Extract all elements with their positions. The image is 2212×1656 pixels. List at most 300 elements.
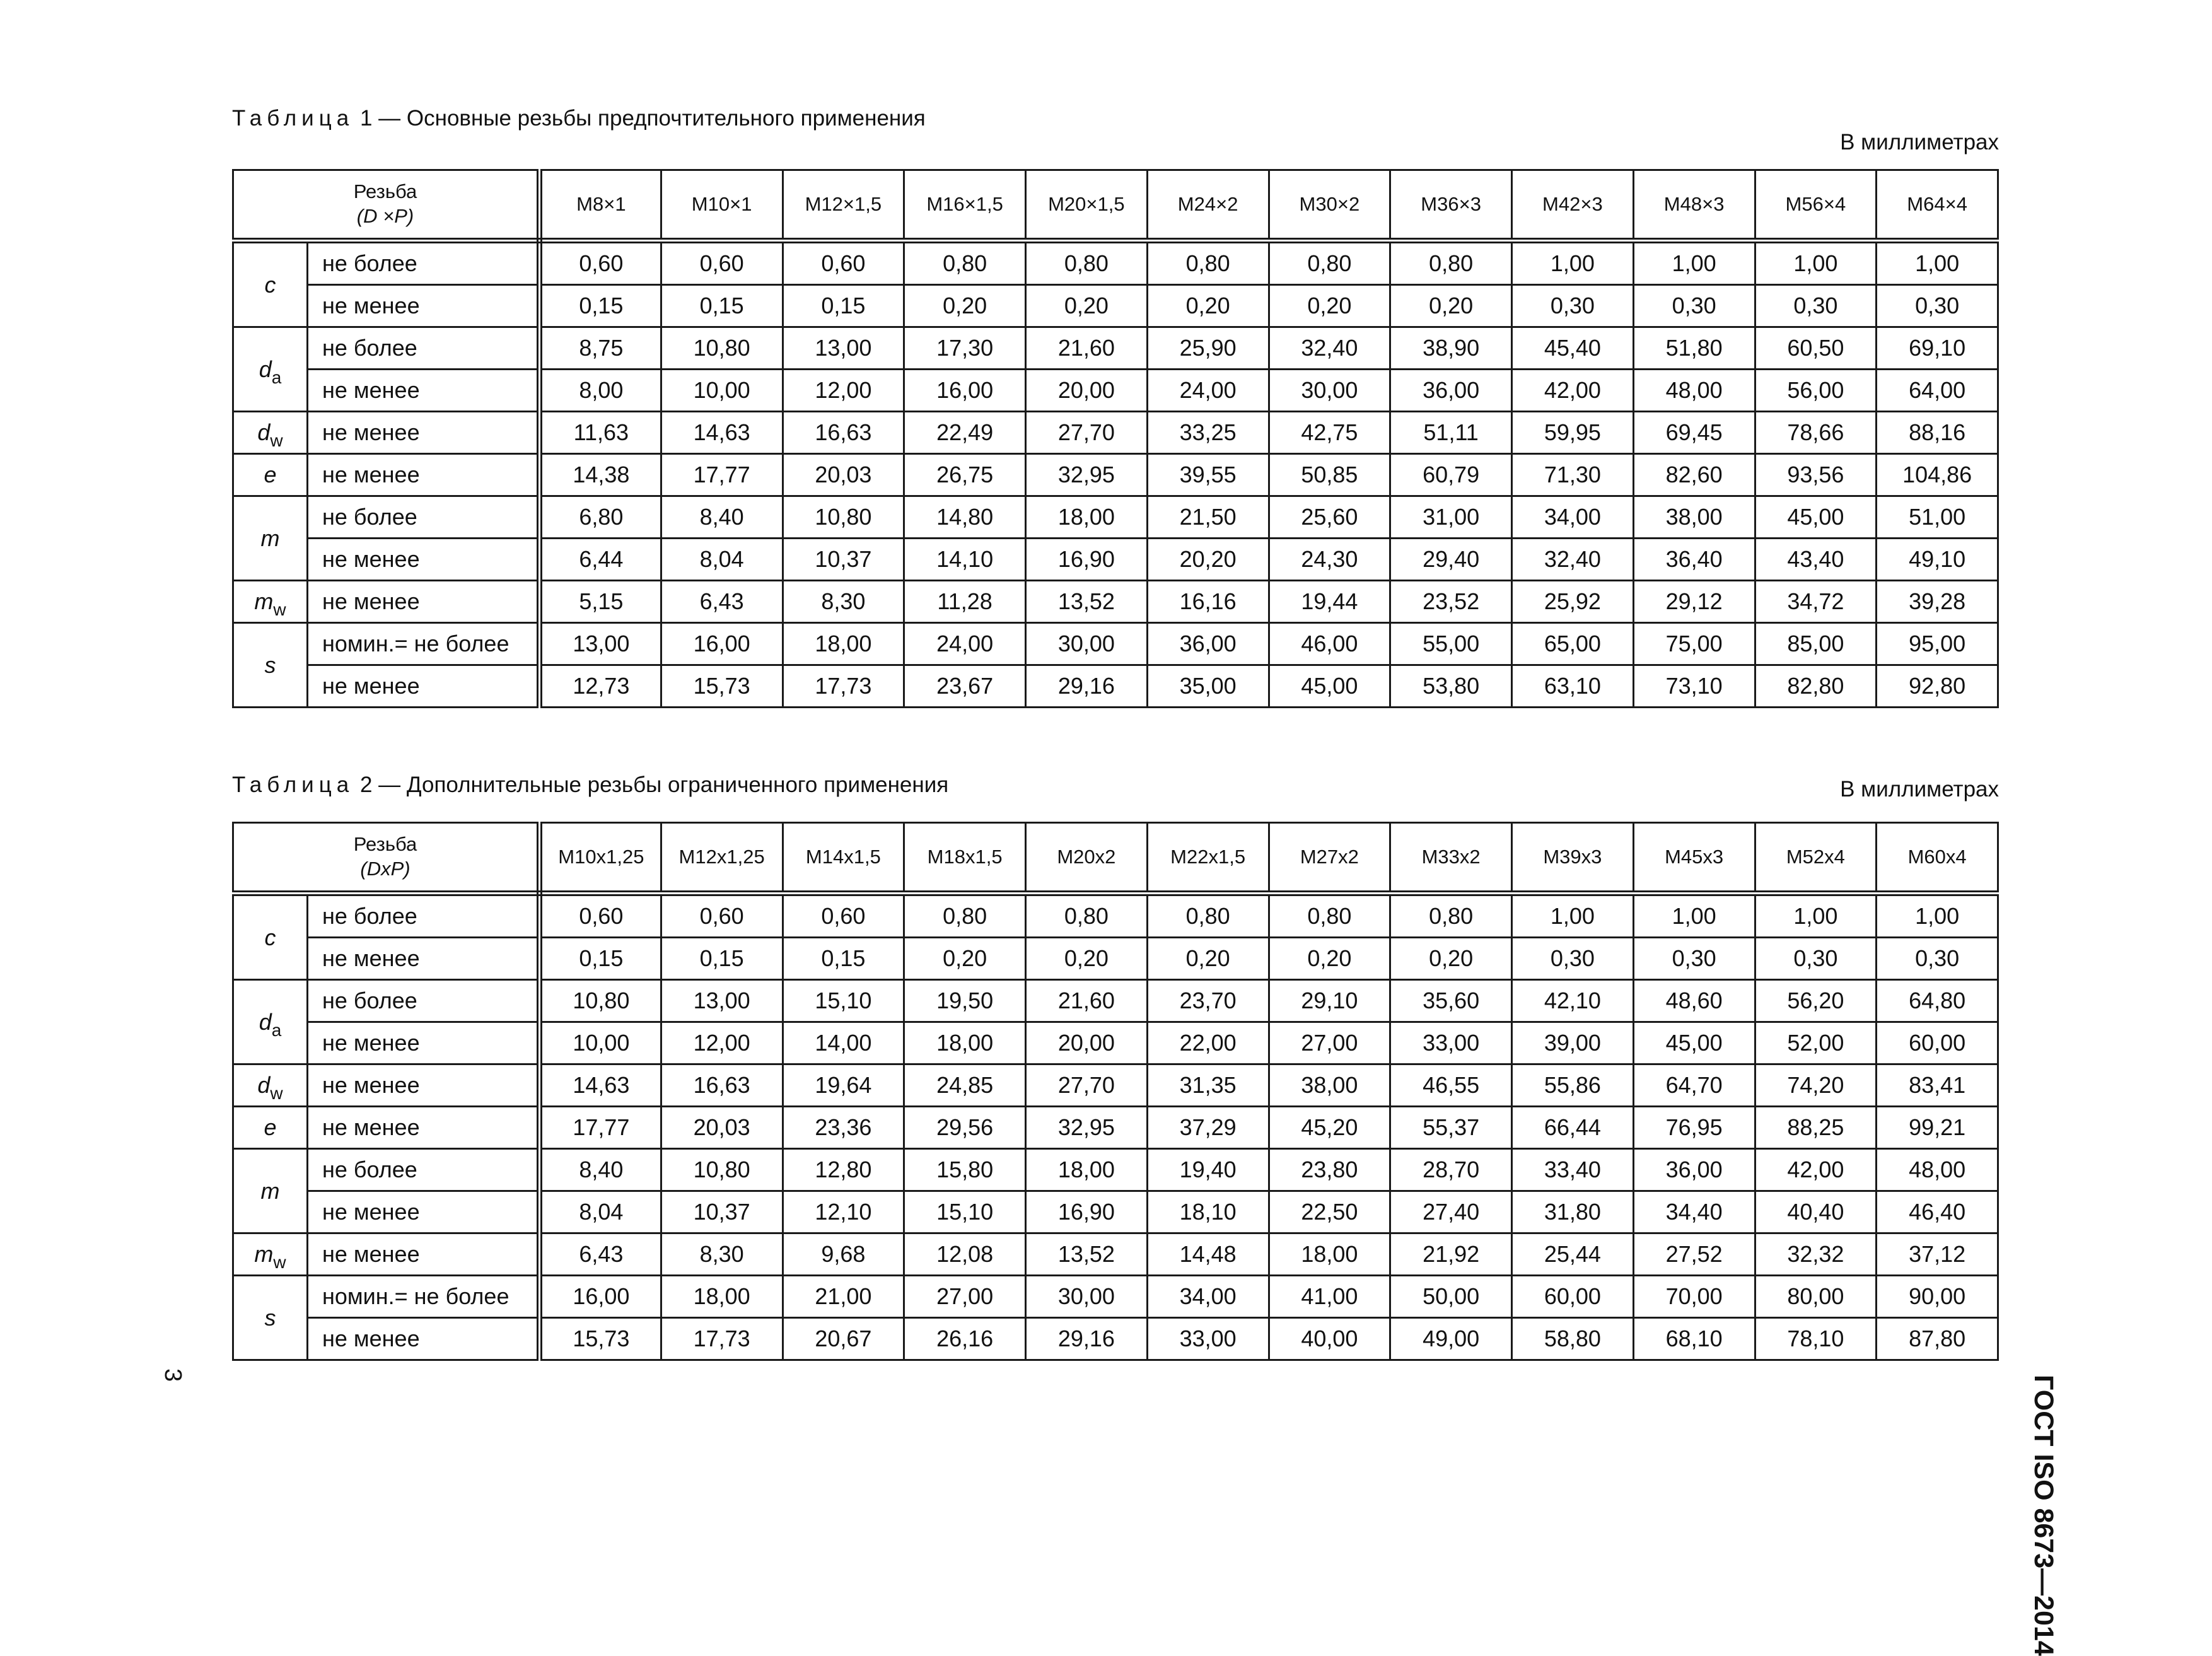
value-cell: 14,80 <box>904 496 1026 539</box>
column-header: M64×4 <box>1877 170 1998 241</box>
value-cell: 15,80 <box>904 1149 1026 1191</box>
limit-label: не менее <box>308 1022 540 1064</box>
symbol-letter: m <box>254 588 274 614</box>
value-cell: 42,00 <box>1512 370 1634 412</box>
value-cell: 36,00 <box>1390 370 1512 412</box>
value-cell: 25,60 <box>1269 496 1390 539</box>
value-cell: 32,32 <box>1755 1233 1877 1276</box>
symbol-subscript: w <box>270 1083 283 1103</box>
value-cell: 45,00 <box>1633 1022 1755 1064</box>
value-cell: 12,80 <box>783 1149 904 1191</box>
value-cell: 0,80 <box>1147 241 1269 285</box>
value-cell: 8,30 <box>783 581 904 623</box>
value-cell: 31,80 <box>1512 1191 1634 1233</box>
value-cell: 16,00 <box>904 370 1026 412</box>
table-1-unit: В миллиметрах <box>1840 130 1999 155</box>
value-cell: 37,29 <box>1147 1107 1269 1149</box>
dimension-symbol <box>233 1276 308 1360</box>
value-cell: 1,00 <box>1877 894 1998 938</box>
value-cell: 68,10 <box>1633 1318 1755 1360</box>
value-cell: 43,40 <box>1755 539 1877 581</box>
value-cell: 52,00 <box>1755 1022 1877 1064</box>
value-cell: 20,00 <box>1026 1022 1148 1064</box>
value-cell: 0,15 <box>661 285 783 327</box>
value-cell: 34,00 <box>1512 496 1634 539</box>
symbol-letter: d <box>259 356 272 382</box>
thread-notation: (D ×P) <box>356 205 414 227</box>
value-cell: 8,04 <box>661 539 783 581</box>
value-cell: 36,00 <box>1147 623 1269 665</box>
value-cell: 10,80 <box>661 1149 783 1191</box>
value-cell: 70,00 <box>1633 1276 1755 1318</box>
value-cell: 58,80 <box>1512 1318 1634 1360</box>
thread-table-1 <box>232 169 1999 708</box>
value-cell: 19,64 <box>783 1064 904 1107</box>
value-cell: 17,73 <box>661 1318 783 1360</box>
value-cell: 8,00 <box>540 370 661 412</box>
value-cell: 0,20 <box>1026 285 1148 327</box>
value-cell: 48,60 <box>1633 980 1755 1022</box>
value-cell: 27,52 <box>1633 1233 1755 1276</box>
value-cell: 18,00 <box>1026 496 1148 539</box>
value-cell: 80,00 <box>1755 1276 1877 1318</box>
value-cell: 0,80 <box>1390 241 1512 285</box>
value-cell: 11,28 <box>904 581 1026 623</box>
value-cell: 64,70 <box>1633 1064 1755 1107</box>
value-cell: 42,75 <box>1269 412 1390 454</box>
value-cell: 10,37 <box>661 1191 783 1233</box>
dimension-symbol <box>233 980 308 1064</box>
column-header: M10x1,25 <box>540 823 661 894</box>
value-cell: 0,20 <box>1390 285 1512 327</box>
value-cell: 0,80 <box>1390 894 1512 938</box>
value-cell: 0,60 <box>783 894 904 938</box>
table-row <box>233 1149 1998 1191</box>
value-cell: 24,00 <box>904 623 1026 665</box>
value-cell: 51,80 <box>1633 327 1755 370</box>
value-cell: 60,00 <box>1512 1276 1634 1318</box>
value-cell: 46,40 <box>1877 1191 1998 1233</box>
value-cell: 9,68 <box>783 1233 904 1276</box>
value-cell: 39,00 <box>1512 1022 1634 1064</box>
value-cell: 25,92 <box>1512 581 1634 623</box>
dimension-symbol <box>233 1149 308 1233</box>
dimension-symbol <box>233 623 308 708</box>
value-cell: 49,10 <box>1877 539 1998 581</box>
column-header: M20x2 <box>1026 823 1148 894</box>
value-cell: 0,20 <box>904 938 1026 980</box>
value-cell: 55,00 <box>1390 623 1512 665</box>
value-cell: 0,30 <box>1633 938 1755 980</box>
value-cell: 1,00 <box>1755 241 1877 285</box>
caption-title: — Дополнительные резьбы ограниченного применения <box>378 773 949 797</box>
dimension-symbol <box>233 1233 308 1276</box>
value-cell: 16,00 <box>661 623 783 665</box>
dimension-symbol <box>233 1107 308 1149</box>
value-cell: 78,66 <box>1755 412 1877 454</box>
table-row <box>233 980 1998 1022</box>
value-cell: 27,00 <box>904 1276 1026 1318</box>
value-cell: 17,30 <box>904 327 1026 370</box>
limit-label: не менее <box>308 938 540 980</box>
value-cell: 0,80 <box>1269 894 1390 938</box>
value-cell: 0,30 <box>1877 285 1998 327</box>
value-cell: 23,67 <box>904 665 1026 708</box>
limit-label: не более <box>308 894 540 938</box>
value-cell: 17,77 <box>540 1107 661 1149</box>
value-cell: 23,80 <box>1269 1149 1390 1191</box>
value-cell: 1,00 <box>1633 241 1755 285</box>
value-cell: 20,00 <box>1026 370 1148 412</box>
symbol-subscript: a <box>271 367 282 387</box>
value-cell: 38,90 <box>1390 327 1512 370</box>
value-cell: 31,00 <box>1390 496 1512 539</box>
value-cell: 31,35 <box>1147 1064 1269 1107</box>
column-header: M12x1,25 <box>661 823 783 894</box>
table-row <box>233 1318 1998 1360</box>
value-cell: 73,10 <box>1633 665 1755 708</box>
dimension-symbol <box>233 1064 308 1107</box>
value-cell: 60,79 <box>1390 454 1512 496</box>
value-cell: 50,00 <box>1390 1276 1512 1318</box>
symbol-subscript: w <box>273 1252 286 1272</box>
value-cell: 0,80 <box>1269 241 1390 285</box>
value-cell: 8,75 <box>540 327 661 370</box>
table-row <box>233 1276 1998 1318</box>
value-cell: 1,00 <box>1877 241 1998 285</box>
value-cell: 28,70 <box>1390 1149 1512 1191</box>
value-cell: 27,40 <box>1390 1191 1512 1233</box>
column-header: M48×3 <box>1633 170 1755 241</box>
thread-notation: (DxP) <box>360 858 410 880</box>
value-cell: 15,10 <box>783 980 904 1022</box>
caption-prefix: Таблица <box>232 106 354 131</box>
value-cell: 15,73 <box>540 1318 661 1360</box>
value-cell: 48,00 <box>1877 1149 1998 1191</box>
value-cell: 90,00 <box>1877 1276 1998 1318</box>
value-cell: 30,00 <box>1026 623 1148 665</box>
value-cell: 0,60 <box>661 894 783 938</box>
value-cell: 10,80 <box>783 496 904 539</box>
value-cell: 50,85 <box>1269 454 1390 496</box>
value-cell: 14,48 <box>1147 1233 1269 1276</box>
value-cell: 45,40 <box>1512 327 1634 370</box>
limit-label: не более <box>308 980 540 1022</box>
value-cell: 18,00 <box>1269 1233 1390 1276</box>
value-cell: 8,04 <box>540 1191 661 1233</box>
value-cell: 12,00 <box>783 370 904 412</box>
value-cell: 66,44 <box>1512 1107 1634 1149</box>
value-cell: 55,37 <box>1390 1107 1512 1149</box>
column-header: M39x3 <box>1512 823 1634 894</box>
symbol-letter: e <box>264 462 277 487</box>
table-2-caption <box>232 773 948 798</box>
value-cell: 6,43 <box>540 1233 661 1276</box>
value-cell: 26,16 <box>904 1318 1026 1360</box>
table-row <box>233 327 1998 370</box>
table-row <box>233 623 1998 665</box>
value-cell: 14,63 <box>540 1064 661 1107</box>
value-cell: 0,60 <box>783 241 904 285</box>
value-cell: 33,40 <box>1512 1149 1634 1191</box>
value-cell: 10,00 <box>540 1022 661 1064</box>
value-cell: 38,00 <box>1633 496 1755 539</box>
value-cell: 13,00 <box>540 623 661 665</box>
value-cell: 78,10 <box>1755 1318 1877 1360</box>
value-cell: 15,73 <box>661 665 783 708</box>
value-cell: 25,90 <box>1147 327 1269 370</box>
value-cell: 23,36 <box>783 1107 904 1149</box>
value-cell: 34,40 <box>1633 1191 1755 1233</box>
value-cell: 6,80 <box>540 496 661 539</box>
value-cell: 14,00 <box>783 1022 904 1064</box>
table-row <box>233 496 1998 539</box>
limit-label: не менее <box>308 1107 540 1149</box>
column-header: M8×1 <box>540 170 661 241</box>
symbol-letter: m <box>260 1177 280 1204</box>
symbol-letter: m <box>260 525 280 551</box>
value-cell: 0,80 <box>1026 894 1148 938</box>
value-cell: 22,49 <box>904 412 1026 454</box>
value-cell: 20,03 <box>783 454 904 496</box>
value-cell: 29,56 <box>904 1107 1026 1149</box>
value-cell: 0,15 <box>783 938 904 980</box>
value-cell: 33,00 <box>1390 1022 1512 1064</box>
value-cell: 0,80 <box>1147 894 1269 938</box>
value-cell: 104,86 <box>1877 454 1998 496</box>
value-cell: 0,30 <box>1755 938 1877 980</box>
value-cell: 45,00 <box>1269 665 1390 708</box>
limit-label: не менее <box>308 539 540 581</box>
value-cell: 36,40 <box>1633 539 1755 581</box>
thread-header <box>233 823 540 894</box>
value-cell: 0,15 <box>661 938 783 980</box>
caption-number: 1 <box>359 106 373 131</box>
table-row <box>233 581 1998 623</box>
value-cell: 69,45 <box>1633 412 1755 454</box>
value-cell: 64,00 <box>1877 370 1998 412</box>
table-row <box>233 454 1998 496</box>
value-cell: 51,11 <box>1390 412 1512 454</box>
value-cell: 88,16 <box>1877 412 1998 454</box>
limit-label: номин.= не более <box>308 1276 540 1318</box>
value-cell: 36,00 <box>1633 1149 1755 1191</box>
value-cell: 0,15 <box>783 285 904 327</box>
value-cell: 99,21 <box>1877 1107 1998 1149</box>
value-cell: 12,00 <box>661 1022 783 1064</box>
column-header: M24×2 <box>1147 170 1269 241</box>
symbol-subscript: w <box>270 431 283 450</box>
value-cell: 20,67 <box>783 1318 904 1360</box>
limit-label: не менее <box>308 285 540 327</box>
value-cell: 0,80 <box>904 894 1026 938</box>
value-cell: 0,80 <box>1026 241 1148 285</box>
limit-label: не менее <box>308 412 540 454</box>
limit-label: не менее <box>308 454 540 496</box>
value-cell: 14,38 <box>540 454 661 496</box>
value-cell: 14,63 <box>661 412 783 454</box>
value-cell: 10,80 <box>661 327 783 370</box>
column-header: M20×1,5 <box>1026 170 1148 241</box>
value-cell: 17,73 <box>783 665 904 708</box>
value-cell: 55,86 <box>1512 1064 1634 1107</box>
value-cell: 21,92 <box>1390 1233 1512 1276</box>
value-cell: 19,40 <box>1147 1149 1269 1191</box>
column-header: M27x2 <box>1269 823 1390 894</box>
value-cell: 20,20 <box>1147 539 1269 581</box>
value-cell: 24,00 <box>1147 370 1269 412</box>
value-cell: 23,52 <box>1390 581 1512 623</box>
value-cell: 1,00 <box>1755 894 1877 938</box>
value-cell: 16,90 <box>1026 539 1148 581</box>
value-cell: 21,00 <box>783 1276 904 1318</box>
symbol-subscript: w <box>273 600 286 619</box>
table-row <box>233 370 1998 412</box>
value-cell: 21,60 <box>1026 327 1148 370</box>
value-cell: 16,00 <box>540 1276 661 1318</box>
limit-label: не более <box>308 496 540 539</box>
symbol-letter: c <box>264 271 276 298</box>
value-cell: 10,37 <box>783 539 904 581</box>
dimension-symbol <box>233 412 308 454</box>
column-header: M33x2 <box>1390 823 1512 894</box>
value-cell: 74,20 <box>1755 1064 1877 1107</box>
document-standard-title: ГОСТ ISO 8673—2014 <box>2029 1375 2059 1656</box>
value-cell: 19,50 <box>904 980 1026 1022</box>
value-cell: 25,44 <box>1512 1233 1634 1276</box>
value-cell: 40,00 <box>1269 1318 1390 1360</box>
value-cell: 0,20 <box>1147 285 1269 327</box>
value-cell: 13,00 <box>783 327 904 370</box>
table-1-caption <box>232 106 926 131</box>
limit-label: номин.= не более <box>308 623 540 665</box>
symbol-letter: c <box>264 924 276 950</box>
value-cell: 40,40 <box>1755 1191 1877 1233</box>
value-cell: 1,00 <box>1512 241 1634 285</box>
value-cell: 30,00 <box>1026 1276 1148 1318</box>
value-cell: 15,10 <box>904 1191 1026 1233</box>
column-header: M56×4 <box>1755 170 1877 241</box>
page-number: 3 <box>160 1368 186 1382</box>
table-row <box>233 539 1998 581</box>
value-cell: 5,15 <box>540 581 661 623</box>
symbol-letter: s <box>264 1304 276 1331</box>
value-cell: 95,00 <box>1877 623 1998 665</box>
value-cell: 0,60 <box>540 894 661 938</box>
value-cell: 27,70 <box>1026 1064 1148 1107</box>
value-cell: 69,10 <box>1877 327 1998 370</box>
symbol-letter: s <box>264 651 276 678</box>
symbol-letter: d <box>257 1072 271 1098</box>
value-cell: 6,44 <box>540 539 661 581</box>
value-cell: 27,00 <box>1269 1022 1390 1064</box>
value-cell: 29,12 <box>1633 581 1755 623</box>
value-cell: 27,70 <box>1026 412 1148 454</box>
value-cell: 82,80 <box>1755 665 1877 708</box>
dimension-symbol <box>233 894 308 980</box>
value-cell: 56,20 <box>1755 980 1877 1022</box>
value-cell: 1,00 <box>1512 894 1634 938</box>
value-cell: 0,30 <box>1512 285 1634 327</box>
value-cell: 16,16 <box>1147 581 1269 623</box>
limit-label: не менее <box>308 665 540 708</box>
limit-label: не менее <box>308 581 540 623</box>
value-cell: 85,00 <box>1755 623 1877 665</box>
value-cell: 60,50 <box>1755 327 1877 370</box>
value-cell: 48,00 <box>1633 370 1755 412</box>
symbol-subscript: a <box>271 1020 282 1040</box>
value-cell: 92,80 <box>1877 665 1998 708</box>
value-cell: 49,00 <box>1390 1318 1512 1360</box>
header-row <box>233 170 1998 241</box>
header-row <box>233 823 1998 894</box>
value-cell: 45,00 <box>1755 496 1877 539</box>
value-cell: 18,10 <box>1147 1191 1269 1233</box>
value-cell: 17,77 <box>661 454 783 496</box>
value-cell: 29,16 <box>1026 1318 1148 1360</box>
value-cell: 34,72 <box>1755 581 1877 623</box>
value-cell: 71,30 <box>1512 454 1634 496</box>
column-header: M22x1,5 <box>1147 823 1269 894</box>
value-cell: 0,30 <box>1512 938 1634 980</box>
value-cell: 0,30 <box>1755 285 1877 327</box>
limit-label: не более <box>308 241 540 285</box>
value-cell: 18,00 <box>661 1276 783 1318</box>
value-cell: 18,00 <box>904 1022 1026 1064</box>
column-header: M42×3 <box>1512 170 1634 241</box>
value-cell: 0,30 <box>1877 938 1998 980</box>
value-cell: 83,41 <box>1877 1064 1998 1107</box>
value-cell: 51,00 <box>1877 496 1998 539</box>
value-cell: 59,95 <box>1512 412 1634 454</box>
value-cell: 21,60 <box>1026 980 1148 1022</box>
table-row <box>233 665 1998 708</box>
table-row <box>233 241 1998 285</box>
value-cell: 42,10 <box>1512 980 1634 1022</box>
value-cell: 18,00 <box>783 623 904 665</box>
value-cell: 24,85 <box>904 1064 1026 1107</box>
value-cell: 76,95 <box>1633 1107 1755 1149</box>
limit-label: не более <box>308 1149 540 1191</box>
table-row <box>233 412 1998 454</box>
dimension-symbol <box>233 454 308 496</box>
limit-label: не менее <box>308 1191 540 1233</box>
value-cell: 13,00 <box>661 980 783 1022</box>
column-header: M36×3 <box>1390 170 1512 241</box>
value-cell: 0,80 <box>904 241 1026 285</box>
limit-label: не менее <box>308 1233 540 1276</box>
value-cell: 19,44 <box>1269 581 1390 623</box>
value-cell: 60,00 <box>1877 1022 1998 1064</box>
value-cell: 30,00 <box>1269 370 1390 412</box>
table-row <box>233 1233 1998 1276</box>
value-cell: 18,00 <box>1026 1149 1148 1191</box>
value-cell: 39,28 <box>1877 581 1998 623</box>
value-cell: 42,00 <box>1755 1149 1877 1191</box>
value-cell: 35,00 <box>1147 665 1269 708</box>
value-cell: 87,80 <box>1877 1318 1998 1360</box>
value-cell: 0,60 <box>661 241 783 285</box>
value-cell: 35,60 <box>1390 980 1512 1022</box>
value-cell: 33,00 <box>1147 1318 1269 1360</box>
dimension-symbol <box>233 241 308 327</box>
value-cell: 29,40 <box>1390 539 1512 581</box>
table-2-unit: В миллиметрах <box>1840 777 1999 802</box>
value-cell: 65,00 <box>1512 623 1634 665</box>
value-cell: 16,90 <box>1026 1191 1148 1233</box>
value-cell: 32,95 <box>1026 1107 1148 1149</box>
value-cell: 24,30 <box>1269 539 1390 581</box>
